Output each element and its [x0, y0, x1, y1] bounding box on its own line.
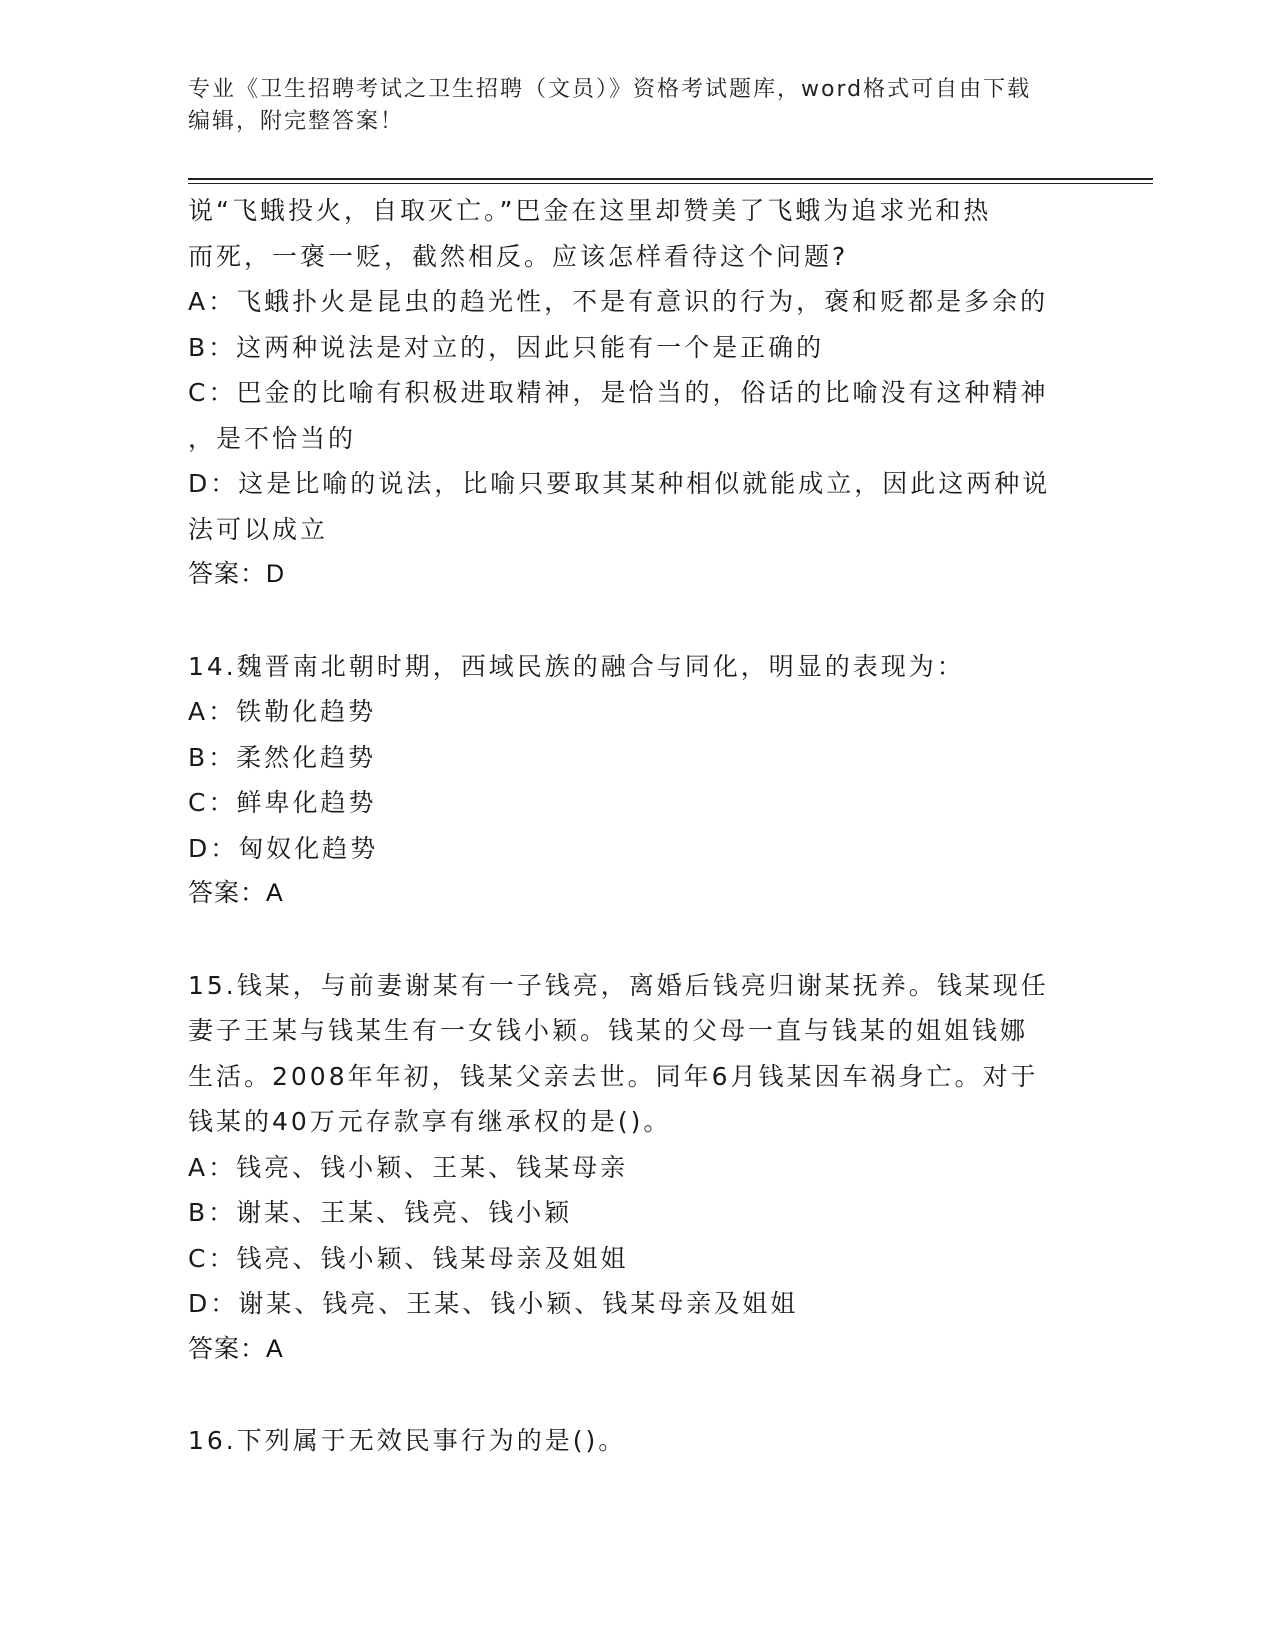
question-block-15 [188, 963, 1088, 1373]
header-title-line2: 编辑，附完整答案！ [188, 109, 405, 134]
option-d-continued: 法可以成立 [188, 514, 329, 544]
option-c: C：鲜卑化趋势 [188, 788, 377, 817]
header-divider-thick [188, 178, 1153, 180]
answer-label: 答案：D [188, 560, 286, 588]
answer-label: 答案：A [188, 1334, 284, 1363]
question-stem: 16.下列属于无效民事行为的是()。 [188, 1426, 627, 1455]
option-a: A：铁勒化趋势 [188, 697, 377, 726]
option-a: A：飞蛾扑火是昆虫的趋光性，不是有意识的行为，褒和贬都是多余的 [188, 287, 1049, 316]
option-b: B：柔然化趋势 [188, 742, 377, 772]
question-stem-line: 妻子王某与钱某生有一女钱小颖。钱某的父母一直与钱某的姐姐钱娜 [188, 1016, 1029, 1045]
header-title-line1: 专业《卫生招聘考试之卫生招聘（文员）》资格考试题库，word格式可自由下载 [188, 77, 1032, 102]
option-b: B：这两种说法是对立的，因此只能有一个是正确的 [188, 332, 825, 362]
question-stem: 14.魏晋南北朝时期，西域民族的融合与同化，明显的表现为： [188, 651, 965, 681]
option-d: D：谢某、钱亮、王某、钱小颖、钱某母亲及姐姐 [188, 1289, 799, 1318]
question-stem-line: 生活。2008年年初，钱某父亲去世。同年6月钱某因车祸身亡。对于 [188, 1061, 1039, 1091]
option-c-continued: ，是不恰当的 [188, 423, 357, 453]
answer-label: 答案：A [188, 879, 284, 907]
option-c: C：巴金的比喻有积极进取精神，是恰当的，俗话的比喻没有这种精神 [188, 378, 1049, 407]
option-d: D：这是比喻的说法，比喻只要取其某种相似就能成立，因此这两种说 [188, 469, 1051, 498]
question-block-14 [188, 644, 1088, 917]
question-stem-line: 钱某的40万元存款享有继承权的是()。 [188, 1107, 672, 1136]
question-stem-line: 而死，一褒一贬，截然相反。应该怎样看待这个问题? [188, 241, 849, 271]
question-stem-line: 15.钱某，与前妻谢某有一子钱亮，离婚后钱亮归谢某抚养。钱某现任 [188, 970, 1049, 1000]
header-divider-thin [188, 183, 1153, 184]
option-b: B：谢某、王某、钱亮、钱小颖 [188, 1198, 573, 1227]
option-d: D：匈奴化趋势 [188, 833, 379, 863]
question-block-16 [188, 1418, 1088, 1464]
question-stem-line: 说“飞蛾投火，自取灭亡。”巴金在这里却赞美了飞蛾为追求光和热 [188, 196, 992, 225]
document-header [188, 74, 1068, 138]
spacer [188, 598, 1088, 644]
spacer [188, 1372, 1088, 1418]
option-c: C：钱亮、钱小颖、钱某母亲及姐姐 [188, 1243, 629, 1273]
question-block-prev [188, 188, 1088, 598]
option-a: A：钱亮、钱小颖、王某、钱某母亲 [188, 1152, 629, 1182]
question-content [188, 188, 1088, 1464]
spacer [188, 917, 1088, 963]
